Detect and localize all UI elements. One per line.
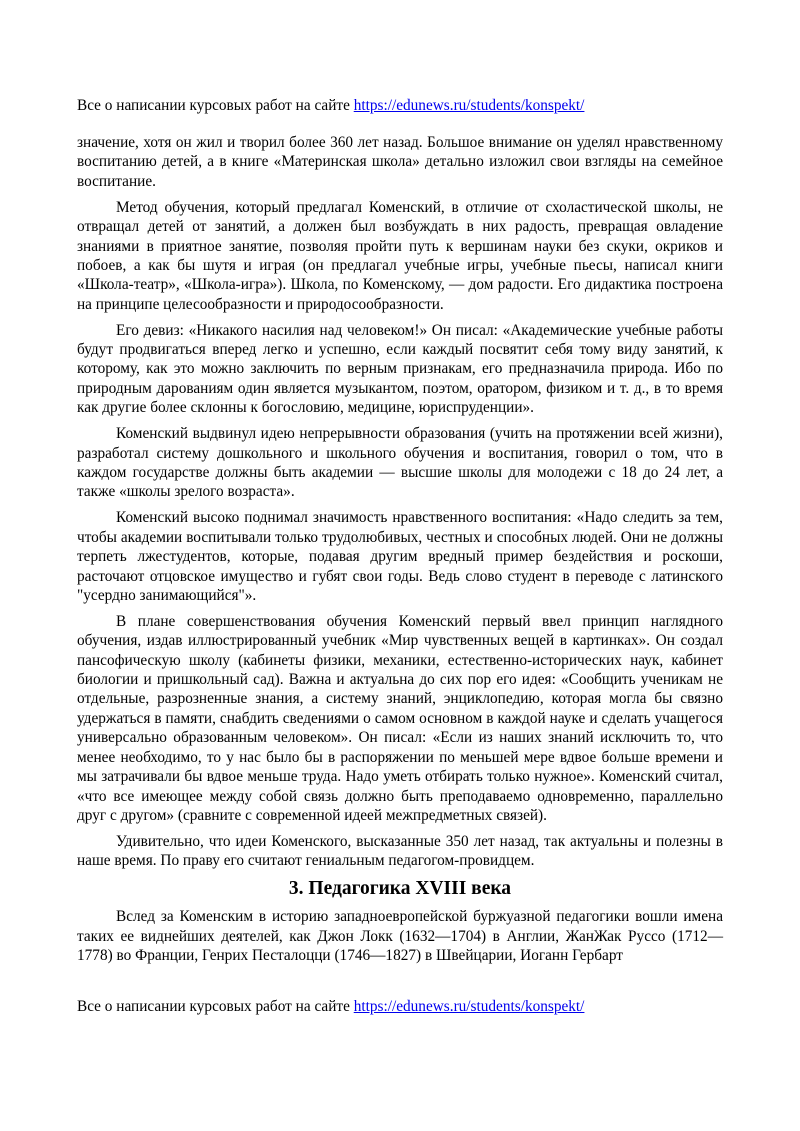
paragraph-visual-learning: В плане совершенствования обучения Коменский первый ввел принцип наглядного обучения, издав иллюстрированный учебник «Мир чувственных вещей в картинках». Он создал пансофическую школу (кабинеты физики, механики, естественно-исторических наук, кабинет биологии и пришкольный сад). Важна и актуальна до сих пор его идея: «Сообщить ученикам не отдельные, разрозненные знания, а систему знаний, энциклопедию, которая могла бы связно удержаться в памяти, снабдить сведениями о самом основном в каждой науке и сделать учащегося универсально образованным человеком». Он писал: «Если из наших знаний исключить то, что менее необходимо, то у нас было бы в распоряжении по меньшей мере вдвое больше времени и мы затрачивали бы вдвое меньше труда. Надо уметь отбирать только нужное». Коменский считал, «что все имеющее между собой связь должно быть преподаваемо одновременно, параллельно друг с другом» (сравните с современной идеей межпредметных связей). — [77, 612, 723, 824]
paragraph-continuation: значение, хотя он жил и творил более 360 лет назад. Большое внимание он уделял нравственному воспитанию детей, а в книге «Материнская школа» детально изложил свои взгляды на семейное воспитание. — [77, 134, 723, 190]
header-link[interactable]: https://edunews.ru/students/konspekt/ — [353, 97, 585, 114]
paragraph-continuous-education: Коменский выдвинул идею непрерывности образования (учить на протяжении всей жизни), разработал систему дошкольного и школьного обучения и воспитания, говорил о том, что в каждом государстве должны быть академии — высшие школы для молодежи с 18 до 24 лет, а также «школы зрелого возраста». — [77, 425, 723, 501]
header-text: Все о написании курсовых работ на сайте — [77, 97, 354, 114]
footer-text: Все о написании курсовых работ на сайте — [77, 998, 354, 1015]
paragraph-teaching-method: Метод обучения, который предлагал Коменский, в отличие от схоластической школы, не отвращал детей от занятий, а должен был возбуждать в них радость, превращая овладение знаниями в приятное занятие, позволяя пройти путь к вершинам науки без скуки, окриков и побоев, а как бы шутя и играя (он предлагал учебные игры, учебные пьесы, написал книги «Школа-театр», «Школа-игра»). Школа, по Коменскому, — дом радости. Его дидактика построена на принципе целесообразности и природосообразности. — [77, 198, 723, 313]
section-heading: 3. Педагогика XVIII века — [288, 878, 512, 900]
page-footer — [77, 997, 584, 1016]
footer-link[interactable]: https://edunews.ru/students/konspekt/ — [353, 998, 585, 1015]
document-body — [77, 133, 723, 972]
paragraph-moral-education: Коменский высоко поднимал значимость нравственного воспитания: «Надо следить за тем, чтобы академии воспитывали только трудолюбивых, честных и способных людей. Они не должны терпеть лжестудентов, которые, подавая другим вредный пример бездействия и роскоши, расточают отцовское имущество и губят свои годы. Ведь слово студент в переводе с латинского "усердно занимающийся"». — [77, 509, 723, 604]
paragraph-motto: Его девиз: «Никакого насилия над человеком!» Он писал: «Академические учебные работы будут продвигаться вперед легко и успешно, если каждый посвятит себя тому виду занятий, к которому, как это можно заключить по верным признакам, его предназначила природа. Ибо по природным дарованиям один является музыкантом, поэтом, оратором, физиком и т. д., в то время как другие более склонны к богословию, медицине, юриспруденции». — [77, 321, 723, 417]
paragraph-section-intro: Вслед за Коменским в историю западноевропейской буржуазной педагогики вошли имена таких ее виднейших деятелей, как Джон Локк (1632—1704) в Англии, ЖанЖак Руссо (1712—1778) во Франции, Генрих Песталоцци (1746—1827) в Швейцарии, Иоганн Гербарт — [77, 908, 723, 964]
paragraph-conclusion: Удивительно, что идеи Коменского, высказанные 350 лет назад, так актуальны и полезны в наше время. По праву его считают гениальным педагогом-провидцем. — [77, 832, 723, 870]
page-header — [77, 96, 584, 115]
